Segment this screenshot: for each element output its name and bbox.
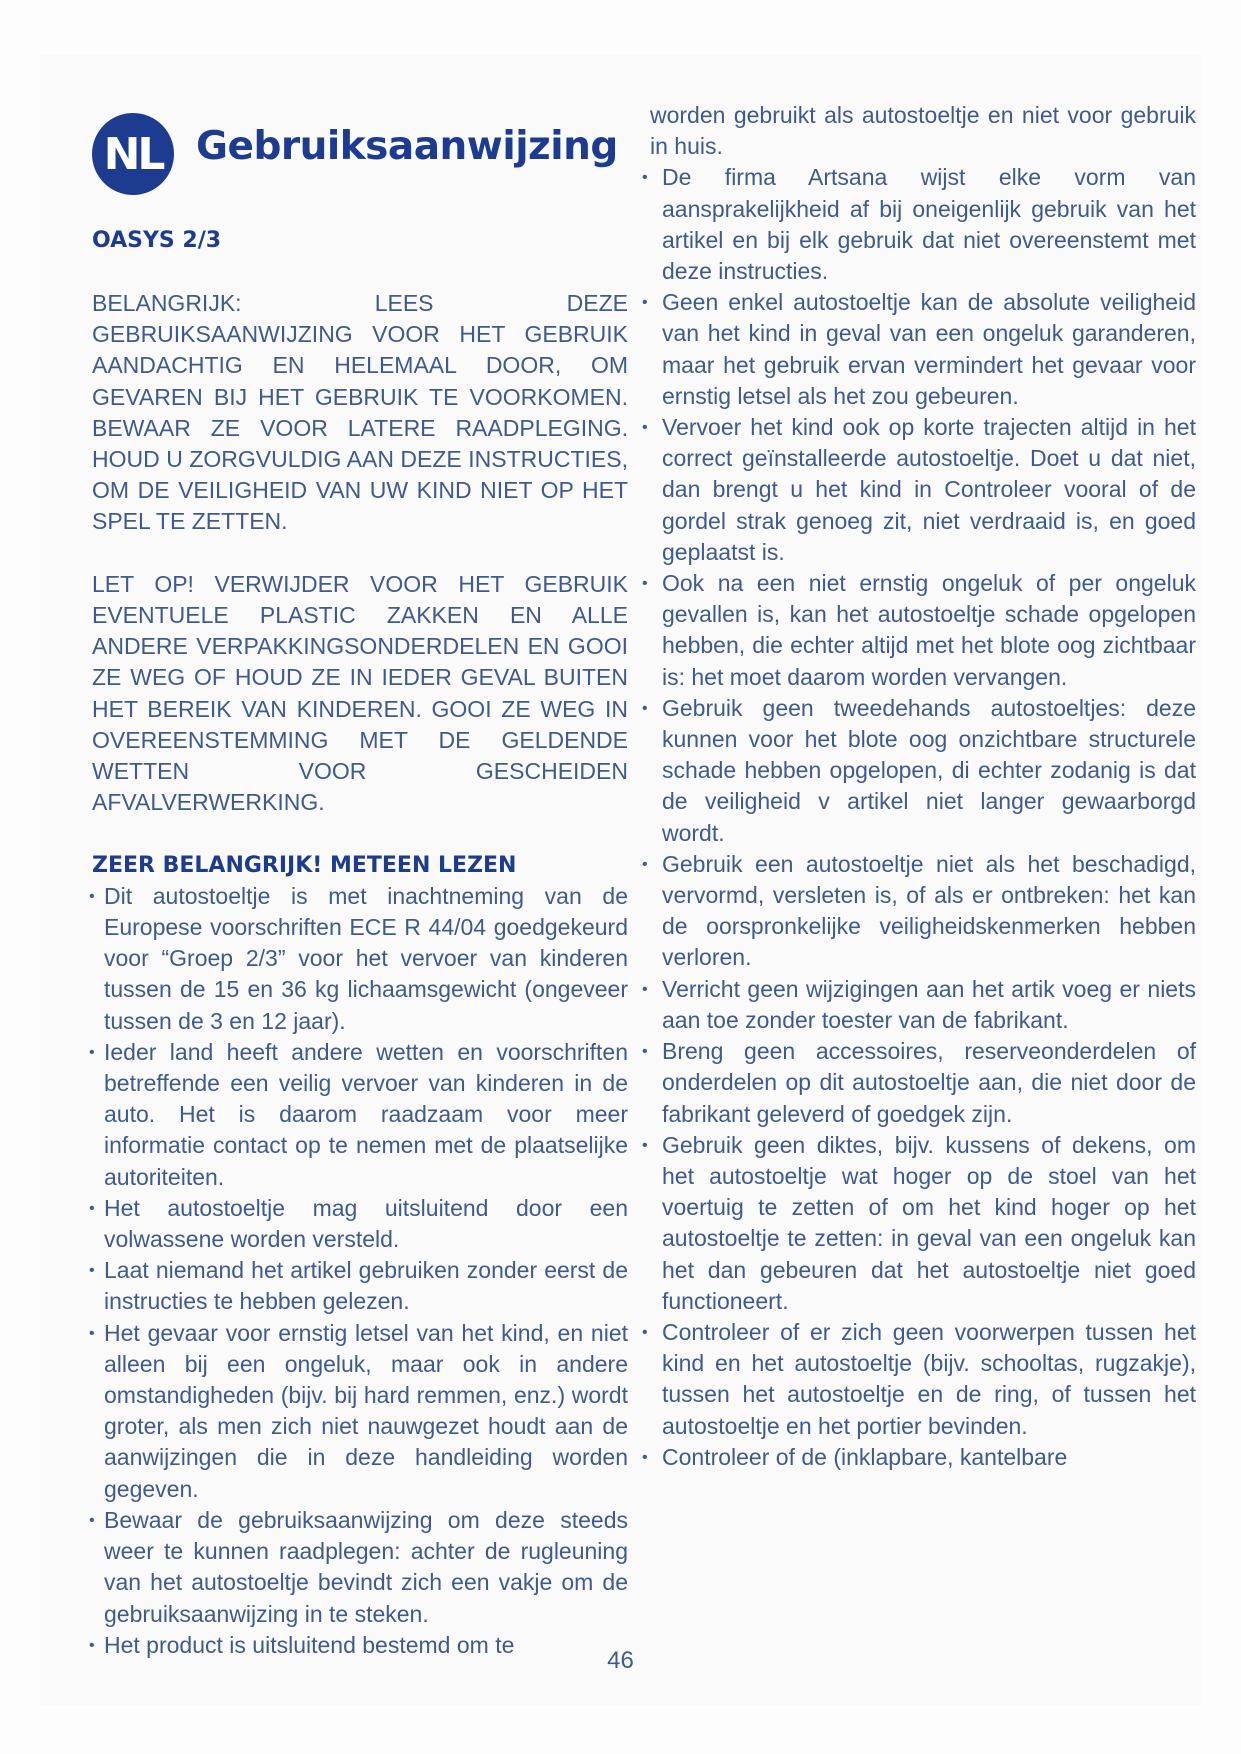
list-item: • Gebruik geen diktes, bijv. kussens of dekens, om het autostoeltje wat hoger op de stoel van het voertuig te zetten of om het kind hoger op het autostoeltje te zetten: in geval van een ongeluk kan het dan gebeuren dat het autostoeltje niet goed functioneert. (646, 1130, 1196, 1317)
continued-text: worden gebruikt als autostoeltje en niet voor gebruik in huis. (650, 102, 1196, 160)
spacer (92, 818, 628, 849)
list-item: • Ieder land heeft andere wetten en voorschriften betreffende een veilig vervoer van kinderen in de auto. Het is daarom raadzaam voor meer informatie contact op te nemen met de plaatselijke autoriteiten. (92, 1037, 628, 1193)
language-badge (92, 113, 174, 195)
packaging-warning: LET OP! VERWIJDER VOOR HET GEBRUIK EVENTUELE PLASTIC ZAKKEN EN ALLE ANDERE VERPAKKINGSONDERDELEN EN GOOI ZE WEG OF HOUD ZE IN IEDER GEVAL BUITEN HET BEREIK VAN KINDEREN. GOOI ZE WEG IN OVEREENSTEMMING MET DE GELDENDE WETTEN VOOR GESCHEIDEN AFVALVERWERKING. (92, 570, 628, 816)
list-item: • Gebruik een autostoeltje niet als het beschadigd, vervormd, versleten is, of als er ontbreken: het kan de oorspronkelijke veiligheidskenmerken hebben verloren. (646, 849, 1196, 974)
list-item: • Controleer of de (inklapbare, kantelbare (646, 1442, 1196, 1473)
right-column (646, 100, 1196, 1473)
list-item: • Controleer of er zich geen voorwerpen tussen het kind en het autostoeltje (bijv. schooltas, rugzakje), tussen het autostoeltje en de ring, of tussen het autostoeltje en het portier bevinden. (646, 1317, 1196, 1442)
list-item: • Vervoer het kind ook op korte trajecten altijd in het correct geïnstalleerde autostoeltje. Doet u dat niet, dan brengt u het kind in Controleer vooral of de gordel strak genoeg zit, niet verdraaid is, en goed geplaatst is. (646, 412, 1196, 568)
language-badge-label: NL (103, 128, 163, 180)
list-item: • Het autostoeltje mag uitsluitend door een volwassene worden versteld. (92, 1193, 628, 1255)
list-item: • Laat niemand het artikel gebruiken zonder eerst de instructies te hebben gelezen. (92, 1255, 628, 1317)
list-item: • De firma Artsana wijst elke vorm van aansprakelijkheid af bij oneigenlijk gebruik van het artikel en bij elk gebruik dat niet overeenstemt met deze instructies. (646, 162, 1196, 287)
important-notice: BELANGRIJK: LEES DEZE GEBRUIKSAANWIJZING VOOR HET GEBRUIK AANDACHTIG EN HELEMAAL DOOR, OM GEVAREN BIJ HET GEBRUIK TE VOORKOMEN. BEWAAR ZE VOOR LATERE RAADPLEGING. HOUD U ZORGVULDIG AAN DEZE INSTRUCTIES, OM DE VEILIGHEID VAN UW KIND NIET OP HET SPEL TE ZETTEN. (92, 290, 628, 535)
spacer (92, 538, 628, 569)
list-item: • Gebruik geen tweedehands autostoeltjes: deze kunnen voor het blote oog onzichtbare structurele schade hebben opgelopen, di echter zodanig is dat de veiligheid v artikel niet langer gewaarborgd wordt. (646, 693, 1196, 849)
page-title: Gebruiksaanwijzing (196, 124, 618, 169)
section-heading: ZEER BELANGRIJK! METEEN LEZEN (92, 852, 517, 878)
model-title: OASYS 2/3 (92, 228, 222, 253)
list-item: • Dit autostoeltje is met inachtneming van de Europese voorschriften ECE R 44/04 goedgekeurd voor “Groep 2/3” voor het vervoer van kinderen tussen de 15 en 36 kg lichaamsgewicht (ongeveer tussen de 3 en 12 jaar). (92, 881, 628, 1037)
right-bullet-list (646, 162, 1196, 1473)
left-bullet-list (92, 881, 628, 1661)
left-column (92, 288, 628, 1661)
list-item: • Het gevaar voor ernstig letsel van het kind, en niet alleen bij een ongeluk, maar ook in andere omstandigheden (bijv. bij hard remmen, enz.) wordt groter, als men zich niet nauwgezet houdt aan de aanwijzingen die in deze handleiding worden gegeven. (92, 1318, 628, 1505)
page-number: 46 (607, 1647, 634, 1674)
list-item: • Ook na een niet ernstig ongeluk of per ongeluk gevallen is, kan het autostoeltje schade opgelopen hebben, die echter altijd met het blote oog zichtbaar is: het moet daarom worden vervangen. (646, 568, 1196, 693)
list-item: • Bewaar de gebruiksaanwijzing om deze steeds weer te kunnen raadplegen: achter de rugleuning van het autostoeltje bevindt zich een vakje om de gebruiksaanwijzing in te steken. (92, 1505, 628, 1630)
list-item: • Het product is uitsluitend bestemd om te (92, 1630, 628, 1661)
list-item: • Breng geen accessoires, reserveonderdelen of onderdelen op dit autostoeltje aan, die niet door de fabrikant geleverd of goedgek zijn. (646, 1036, 1196, 1130)
list-item: • Geen enkel autostoeltje kan de absolute veiligheid van het kind in geval van een ongeluk garanderen, maar het gebruik ervan vermindert het gevaar voor ernstig letsel als het zou gebeuren. (646, 287, 1196, 412)
list-item: • Verricht geen wijzigingen aan het artik voeg er niets aan toe zonder toester van de fabrikant. (646, 974, 1196, 1036)
